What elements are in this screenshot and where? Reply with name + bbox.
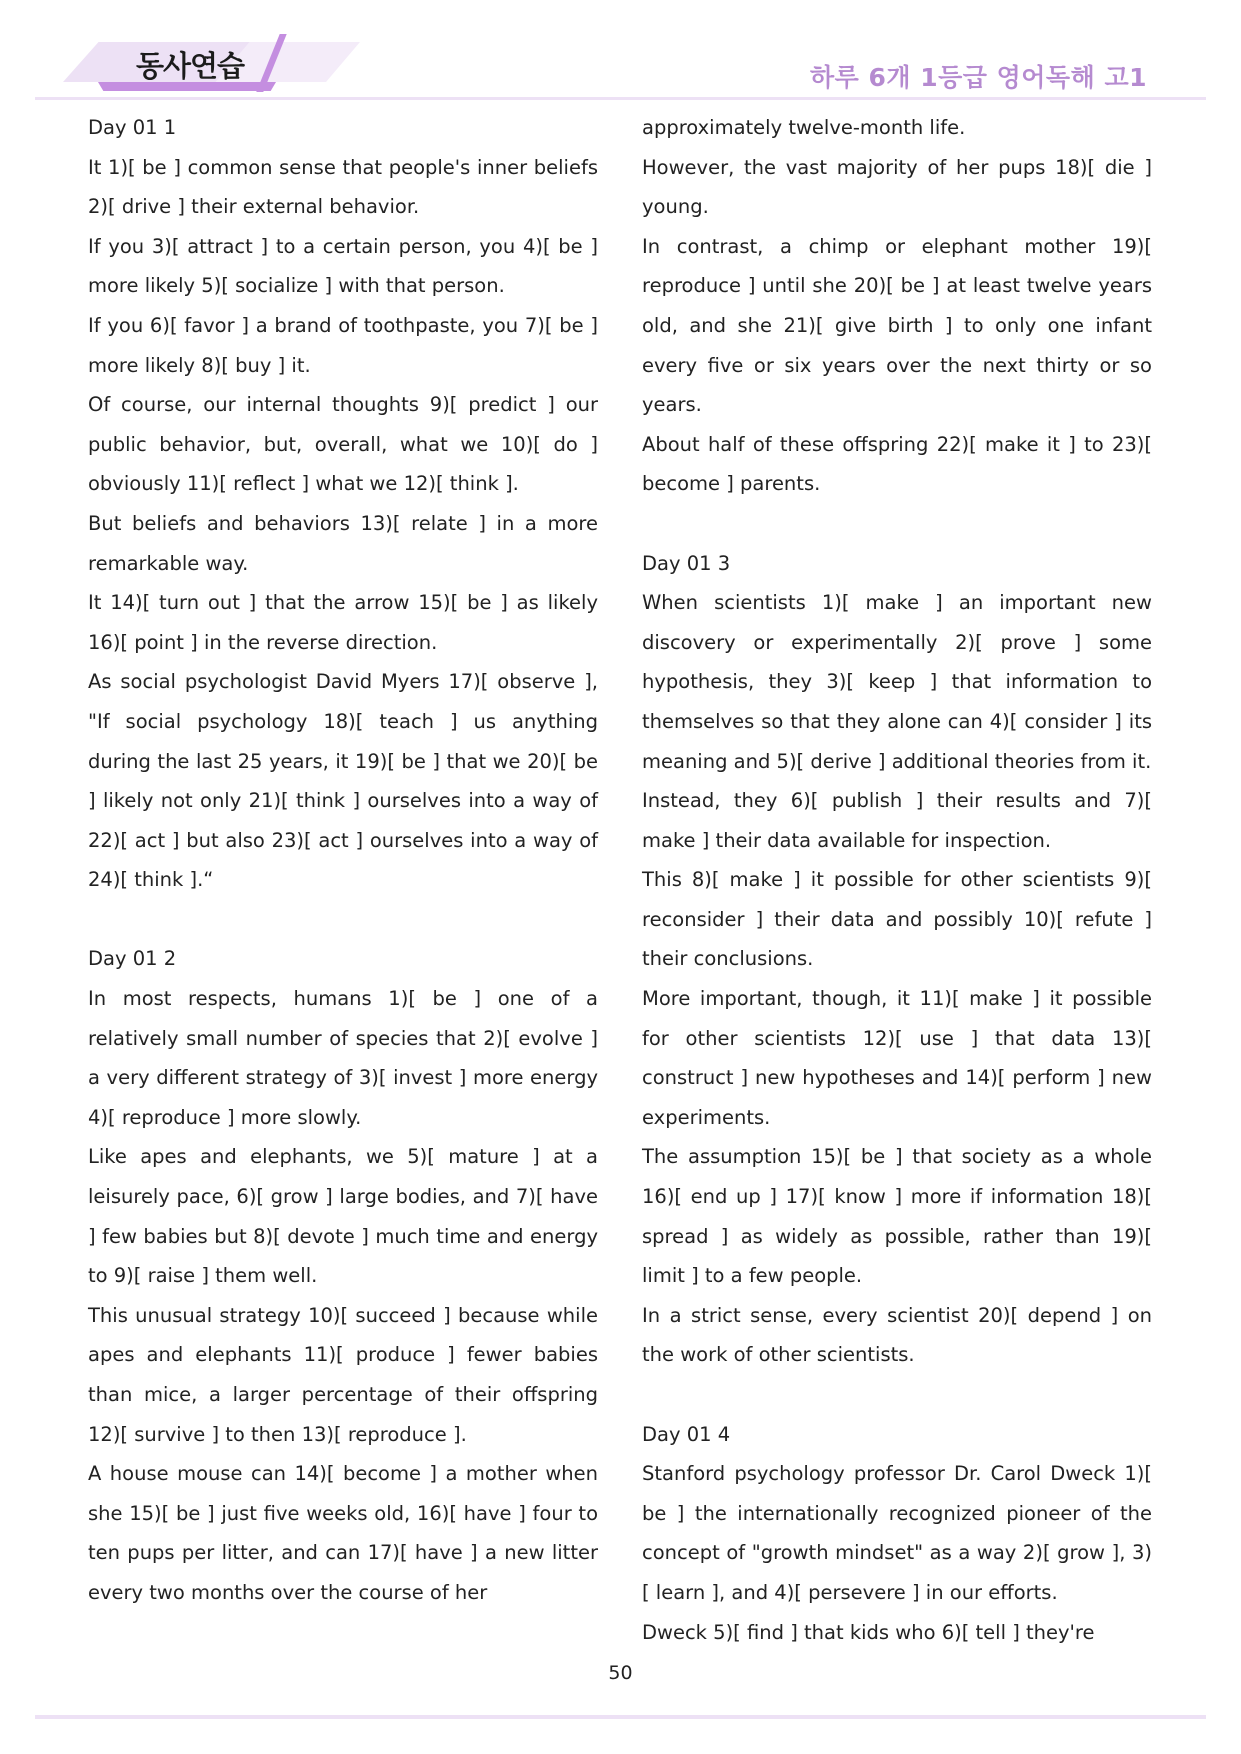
header-rule	[35, 97, 1206, 100]
passage-gap	[88, 900, 598, 940]
day-heading: Day 01 3	[642, 551, 731, 575]
passage-sentence: But beliefs and behaviors 13)[ relate ] in a more remarkable way.	[88, 511, 598, 575]
passage-sentence: It 14)[ turn out ] that the arrow 15)[ be ] as likely 16)[ point ] in the reverse direction.	[88, 591, 598, 654]
day-heading: Day 01 2	[88, 947, 177, 971]
passage-sentence: If you 3)[ attract ] to a certain person, you 4)[ be ] more likely 5)[ socialize ] with that person.	[88, 234, 598, 298]
passage-sentence: A house mouse can 14)[ become ] a mother when she 15)[ be ] just five weeks old, 16)[ have ] four to ten pups per litter, and can 17)[ have ] a new litter every two months over the course of her	[88, 1462, 598, 1604]
section-title: 동사연습	[136, 49, 245, 83]
passage-sentence: When scientists 1)[ make ] an important new discovery or experimentally 2)[ prove ] some hypothesis, they 3)[ keep ] that information to themselves so that they alone can 4)[ consider ] its meaning and 5)[ derive ] additional theories from it.	[642, 591, 1152, 773]
left-column	[88, 108, 598, 1613]
footer-rule	[35, 1715, 1206, 1719]
passage-sentence: However, the vast majority of her pups 18)[ die ] young.	[642, 155, 1152, 219]
passage-sentence: Of course, our internal thoughts 9)[ predict ] our public behavior, but, overall, what we 10)[ do ] obviously 11)[ reflect ] what we 12)[ think ].	[88, 393, 598, 496]
passage-gap	[642, 504, 1152, 544]
page-number: 50	[608, 1662, 633, 1684]
passage-sentence: The assumption 15)[ be ] that society as a whole 16)[ end up ] 17)[ know ] more if information 18)[ spread ] as widely as possible, rather than 19)[ limit ] to a few people.	[642, 1145, 1152, 1288]
day-heading: Day 01 1	[88, 116, 177, 139]
passage-sentence: This 8)[ make ] it possible for other scientists 9)[ reconsider ] their data and possibly 10)[ refute ] their conclusions.	[642, 868, 1152, 971]
passage-sentence: This unusual strategy 10)[ succeed ] because while apes and elephants 11)[ produce ] fewer babies than mice, a larger percentage of their offspring 12)[ survive ] to then 13)[ reproduce ].	[88, 1303, 598, 1446]
passage-gap	[642, 1375, 1152, 1415]
passage-sentence: In a strict sense, every scientist 20)[ depend ] on the work of other scientists.	[642, 1303, 1152, 1367]
passage-sentence: If you 6)[ favor ] a brand of toothpaste, you 7)[ be ] more likely 8)[ buy ] it.	[88, 313, 598, 377]
passage-sentence: approximately twelve-month life.	[642, 116, 966, 139]
day-heading: Day 01 4	[642, 1422, 731, 1446]
passage-sentence: It 1)[ be ] common sense that people's inner beliefs 2)[ drive ] their external behavior.	[88, 155, 598, 219]
passage-sentence: Instead, they 6)[ publish ] their results and 7)[ make ] their data available for inspection.	[642, 789, 1152, 852]
passage-sentence: About half of these offspring 22)[ make it ] to 23)[ become ] parents.	[642, 432, 1152, 496]
right-column	[642, 108, 1152, 1652]
passage-sentence: Dweck 5)[ find ] that kids who 6)[ tell ] they're	[642, 1620, 1095, 1644]
passage-sentence: In contrast, a chimp or elephant mother 19)[ reproduce ] until she 20)[ be ] at least twelve years old, and she 21)[ give birth ] to only one infant every five or six years over the next thirty or so years.	[642, 234, 1152, 417]
passage-sentence: Stanford psychology professor Dr. Carol Dweck 1)[ be ] the internationally recognized pioneer of the concept of "growth mindset" as a way 2)[ grow ], 3)[ learn ], and 4)[ persevere ] in our efforts.	[642, 1462, 1152, 1604]
passage-sentence: As social psychologist David Myers 17)[ observe ], "If social psychology 18)[ teach ] us anything during the last 25 years, it 19)[ be ] that we 20)[ be ] likely not only 21)[ think ] ourselves into a way of 22)[ act ] but also 23)[ act ] ourselves into a way of 24)[ think ].“	[88, 670, 598, 892]
passage-sentence: In most respects, humans 1)[ be ] one of a relatively small number of species that 2)[ evolve ] a very different strategy of 3)[ invest ] more energy 4)[ reproduce ] more slowly.	[88, 987, 598, 1129]
passage-sentence: Like apes and elephants, we 5)[ mature ] at a leisurely pace, 6)[ grow ] large bodies, and 7)[ have ] few babies but 8)[ devote ] much time and energy to 9)[ raise ] them well.	[88, 1145, 598, 1288]
passage-sentence: More important, though, it 11)[ make ] it possible for other scientists 12)[ use ] that data 13)[ construct ] new hypotheses and 14)[ perform ] new experiments.	[642, 987, 1152, 1129]
book-title: 하루 6개 1등급 영어독해 고1	[809, 63, 1147, 92]
